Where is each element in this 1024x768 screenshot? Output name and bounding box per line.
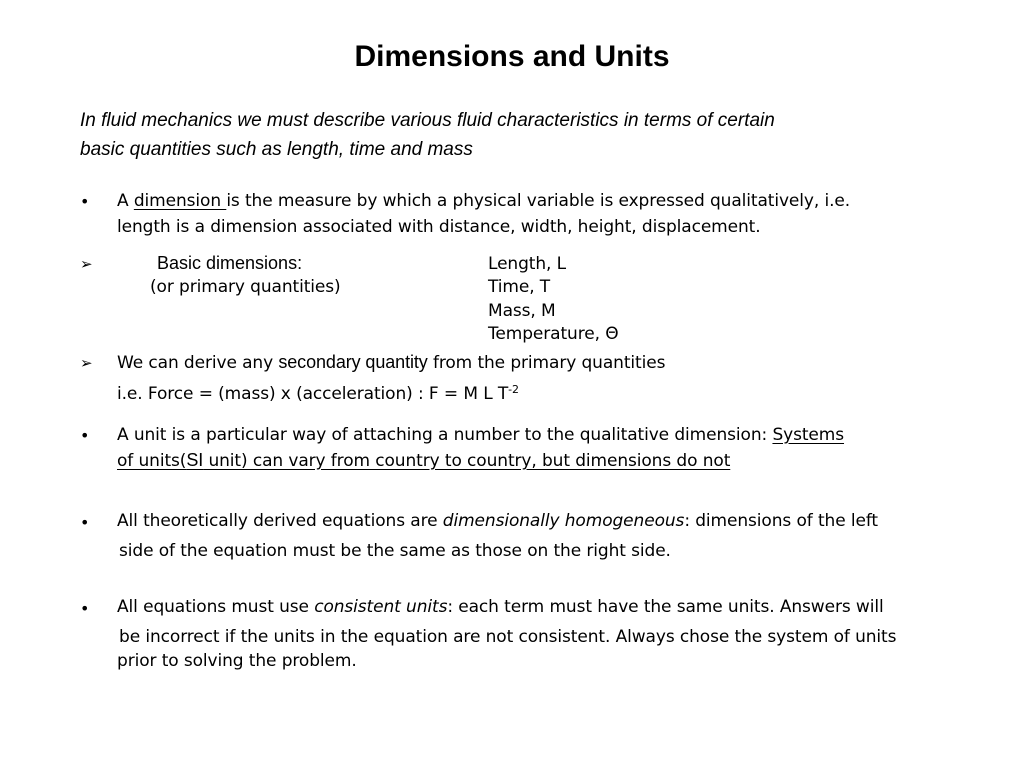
consistent-suffix: : each term must have the same units. Answers will xyxy=(447,597,884,617)
homogeneous-term: dimensionally homogeneous xyxy=(442,511,685,531)
si-text: SI xyxy=(186,450,204,470)
consistent-line-2: be incorrect if the units in the equation are not consistent. Always chose the system of units xyxy=(119,627,897,647)
unit-definition-text: A unit is a particular way of attaching a number to the qualitative dimension: xyxy=(117,425,773,445)
dimension-prefix: A xyxy=(117,191,134,211)
homogeneous-prefix: All theoretically derived equations are xyxy=(117,511,443,531)
dimension-definition-line-1 xyxy=(117,191,850,211)
units-link-post: unit) can vary from country to country, but dimensions do not xyxy=(203,451,731,471)
arrow-basic-dimensions: ➢ xyxy=(80,255,93,273)
force-exponent: -2 xyxy=(508,383,519,396)
homogeneous-suffix: : dimensions of the left xyxy=(684,511,878,531)
consistent-term: consistent units xyxy=(314,597,448,617)
dimension-mass: Mass, M xyxy=(488,301,556,321)
intro-line-2: basic quantities such as length, time and mass xyxy=(80,139,473,160)
dimension-definition-line-2: length is a dimension associated with distance, width, height, displacement. xyxy=(117,217,761,237)
force-equation: i.e. Force = (mass) x (acceleration) : F = M L T xyxy=(117,384,509,404)
secondary-suffix: from the primary quantities xyxy=(427,353,666,373)
secondary-prefix: We can derive any xyxy=(117,353,279,373)
unit-definition-line-2 xyxy=(117,450,730,471)
dimension-time: Time, T xyxy=(488,277,551,297)
units-link-pre: of units( xyxy=(117,451,187,471)
dimension-term: dimension xyxy=(133,191,227,211)
systems-link[interactable]: Systems xyxy=(772,425,845,445)
unit-definition-line-1 xyxy=(117,425,844,445)
secondary-line-2 xyxy=(117,384,519,404)
bullet-consistent: • xyxy=(80,599,90,618)
dimension-temperature: Temperature, Θ xyxy=(488,324,619,344)
homogeneous-line-1 xyxy=(117,511,878,531)
secondary-term: secondary quantity xyxy=(278,352,428,372)
consistent-prefix: All equations must use xyxy=(117,597,315,617)
dimension-length: Length, L xyxy=(488,254,567,274)
bullet-dimension: • xyxy=(80,192,90,211)
bullet-unit: • xyxy=(80,426,90,445)
consistent-line-1 xyxy=(117,597,884,617)
units-link[interactable] xyxy=(117,451,730,471)
intro-line-1: In fluid mechanics we must describe various fluid characteristics in terms of certain xyxy=(80,110,775,131)
basic-dimensions-label: Basic dimensions: xyxy=(157,253,303,273)
basic-dimensions-sublabel: (or primary quantities) xyxy=(150,277,341,297)
dimension-rest: is the measure by which a physical variable is expressed qualitatively, i.e. xyxy=(226,191,851,211)
consistent-line-3: prior to solving the problem. xyxy=(117,651,357,671)
bullet-homogeneous: • xyxy=(80,513,90,532)
page-title: Dimensions and Units xyxy=(354,40,670,73)
homogeneous-line-2: side of the equation must be the same as those on the right side. xyxy=(119,541,671,561)
arrow-secondary: ➢ xyxy=(80,354,93,372)
secondary-line-1 xyxy=(117,352,665,373)
